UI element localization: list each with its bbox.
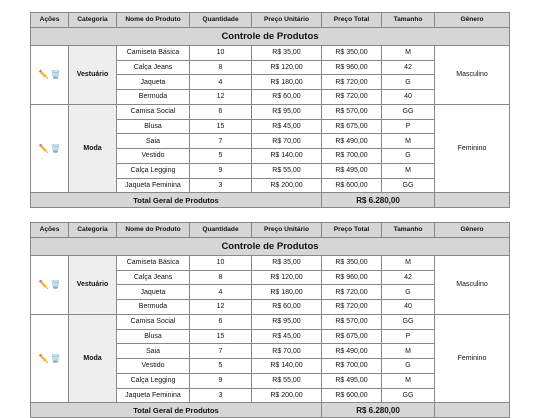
product-name: Calça Legging (117, 163, 190, 178)
product-name: Saia (117, 344, 190, 359)
grand-total-label: Total Geral de Produtos (31, 403, 322, 418)
quantity: 6 (190, 104, 252, 119)
product-name: Camiseta Básica (117, 255, 190, 270)
total-price: R$ 720,00 (322, 300, 382, 315)
unit-price: R$ 45,00 (252, 329, 322, 344)
product-name: Bermuda (117, 90, 190, 105)
gender-cell: Masculino (435, 255, 510, 314)
quantity: 15 (190, 119, 252, 134)
quantity: 7 (190, 344, 252, 359)
row-actions (31, 104, 69, 193)
column-header: Preço Total (322, 223, 382, 238)
edit-icon[interactable]: ✏️ (38, 280, 49, 290)
category-cell: Moda (69, 104, 117, 193)
quantity: 7 (190, 134, 252, 149)
quantity: 9 (190, 373, 252, 388)
column-header: Gênero (435, 13, 510, 28)
quantity: 4 (190, 285, 252, 300)
product-name: Jaqueta (117, 75, 190, 90)
total-price: R$ 675,00 (322, 329, 382, 344)
total-price: R$ 600,00 (322, 178, 382, 193)
column-header: Preço Total (322, 13, 382, 28)
product-name: Calça Jeans (117, 60, 190, 75)
size: P (382, 119, 435, 134)
table-row (31, 104, 510, 119)
column-header: Ações (31, 223, 69, 238)
unit-price: R$ 95,00 (252, 104, 322, 119)
quantity: 12 (190, 300, 252, 315)
row-actions (31, 255, 69, 314)
product-name: Camisa Social (117, 314, 190, 329)
quantity: 5 (190, 359, 252, 374)
unit-price: R$ 140,00 (252, 359, 322, 374)
unit-price: R$ 55,00 (252, 373, 322, 388)
total-price: R$ 495,00 (322, 163, 382, 178)
column-header: Nome do Produto (117, 223, 190, 238)
size: M (382, 163, 435, 178)
title-row (31, 237, 510, 255)
size: M (382, 255, 435, 270)
column-header: Preço Unitário (252, 13, 322, 28)
product-name: Jaqueta Feminina (117, 178, 190, 193)
size: GG (382, 388, 435, 403)
unit-price: R$ 35,00 (252, 45, 322, 60)
unit-price: R$ 120,00 (252, 270, 322, 285)
size: M (382, 373, 435, 388)
delete-icon[interactable]: 🗑️ (50, 280, 61, 290)
unit-price: R$ 60,00 (252, 90, 322, 105)
total-price: R$ 570,00 (322, 314, 382, 329)
gender-cell: Feminino (435, 314, 510, 403)
grand-total-blank (435, 193, 510, 208)
row-actions (31, 45, 69, 104)
product-name: Blusa (117, 329, 190, 344)
table-title: Controle de Produtos (31, 237, 510, 255)
quantity: 10 (190, 255, 252, 270)
column-header: Gênero (435, 223, 510, 238)
total-row (31, 403, 510, 418)
product-name: Jaqueta Feminina (117, 388, 190, 403)
grand-total-blank (435, 403, 510, 418)
unit-price: R$ 35,00 (252, 255, 322, 270)
total-price: R$ 700,00 (322, 149, 382, 164)
total-row (31, 193, 510, 208)
quantity: 15 (190, 329, 252, 344)
total-price: R$ 350,00 (322, 255, 382, 270)
delete-icon[interactable]: 🗑️ (50, 144, 61, 153)
category-cell: Vestuário (69, 255, 117, 314)
product-name: Calça Jeans (117, 270, 190, 285)
size: 42 (382, 60, 435, 75)
quantity: 12 (190, 90, 252, 105)
unit-price: R$ 55,00 (252, 163, 322, 178)
quantity: 5 (190, 149, 252, 164)
total-price: R$ 720,00 (322, 75, 382, 90)
total-price: R$ 960,00 (322, 270, 382, 285)
table-row (31, 45, 510, 60)
table-title: Controle de Produtos (31, 27, 510, 45)
total-price: R$ 490,00 (322, 134, 382, 149)
quantity: 3 (190, 388, 252, 403)
total-price: R$ 570,00 (322, 104, 382, 119)
size: G (382, 285, 435, 300)
column-header: Tamanho (382, 223, 435, 238)
header-row (31, 13, 510, 28)
product-name: Calça Legging (117, 373, 190, 388)
product-name: Blusa (117, 119, 190, 134)
product-name: Bermuda (117, 300, 190, 315)
size: GG (382, 104, 435, 119)
unit-price: R$ 200,00 (252, 178, 322, 193)
column-header: Categoria (69, 13, 117, 28)
delete-icon[interactable]: 🗑️ (50, 354, 61, 363)
size: M (382, 45, 435, 60)
size: GG (382, 314, 435, 329)
product-table-1 (30, 12, 510, 208)
size: G (382, 149, 435, 164)
unit-price: R$ 45,00 (252, 119, 322, 134)
table-row (31, 255, 510, 270)
edit-icon[interactable]: ✏️ (38, 70, 49, 80)
total-price: R$ 350,00 (322, 45, 382, 60)
column-header: Categoria (69, 223, 117, 238)
category-cell: Vestuário (69, 45, 117, 104)
size: M (382, 344, 435, 359)
row-actions (31, 314, 69, 403)
product-table-2 (30, 222, 510, 418)
column-header: Ações (31, 13, 69, 28)
table-row (31, 314, 510, 329)
size: M (382, 134, 435, 149)
quantity: 3 (190, 178, 252, 193)
unit-price: R$ 120,00 (252, 60, 322, 75)
size: P (382, 329, 435, 344)
size: G (382, 75, 435, 90)
product-name: Camiseta Básica (117, 45, 190, 60)
category-cell: Moda (69, 314, 117, 403)
total-price: R$ 600,00 (322, 388, 382, 403)
unit-price: R$ 200,00 (252, 388, 322, 403)
size: 42 (382, 270, 435, 285)
delete-icon[interactable]: 🗑️ (50, 70, 61, 80)
quantity: 8 (190, 270, 252, 285)
total-price: R$ 720,00 (322, 90, 382, 105)
size: G (382, 359, 435, 374)
grand-total-label: Total Geral de Produtos (31, 193, 322, 208)
quantity: 4 (190, 75, 252, 90)
unit-price: R$ 95,00 (252, 314, 322, 329)
title-row (31, 27, 510, 45)
grand-total-value: R$ 6.280,00 (322, 193, 435, 208)
total-price: R$ 960,00 (322, 60, 382, 75)
size: GG (382, 178, 435, 193)
header-row (31, 223, 510, 238)
column-header: Tamanho (382, 13, 435, 28)
size: 40 (382, 300, 435, 315)
product-name: Camisa Social (117, 104, 190, 119)
edit-icon[interactable]: ✏️ (38, 354, 49, 363)
edit-icon[interactable]: ✏️ (38, 144, 49, 153)
size: 40 (382, 90, 435, 105)
quantity: 10 (190, 45, 252, 60)
unit-price: R$ 60,00 (252, 300, 322, 315)
total-price: R$ 700,00 (322, 359, 382, 374)
product-name: Vestido (117, 149, 190, 164)
column-header: Quantidade (190, 223, 252, 238)
gender-cell: Masculino (435, 45, 510, 104)
column-header: Quantidade (190, 13, 252, 28)
quantity: 9 (190, 163, 252, 178)
grand-total-value: R$ 6.280,00 (322, 403, 435, 418)
total-price: R$ 675,00 (322, 119, 382, 134)
unit-price: R$ 180,00 (252, 285, 322, 300)
unit-price: R$ 140,00 (252, 149, 322, 164)
unit-price: R$ 70,00 (252, 134, 322, 149)
total-price: R$ 720,00 (322, 285, 382, 300)
product-name: Saia (117, 134, 190, 149)
total-price: R$ 490,00 (322, 344, 382, 359)
unit-price: R$ 70,00 (252, 344, 322, 359)
product-name: Jaqueta (117, 285, 190, 300)
column-header: Nome do Produto (117, 13, 190, 28)
column-header: Preço Unitário (252, 223, 322, 238)
product-name: Vestido (117, 359, 190, 374)
quantity: 6 (190, 314, 252, 329)
quantity: 8 (190, 60, 252, 75)
gender-cell: Feminino (435, 104, 510, 193)
unit-price: R$ 180,00 (252, 75, 322, 90)
total-price: R$ 495,00 (322, 373, 382, 388)
